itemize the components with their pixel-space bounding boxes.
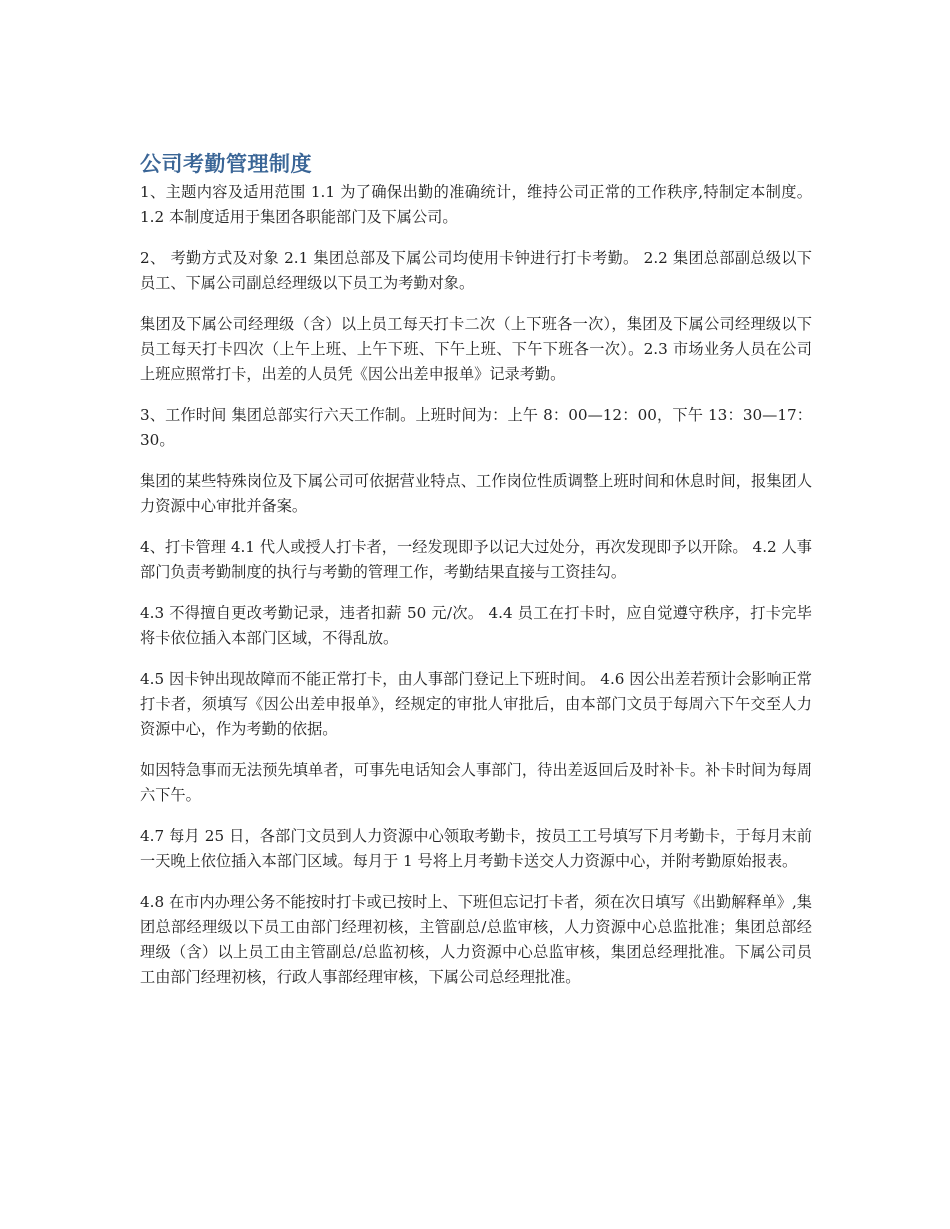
paragraph-clock-frequency: 集团及下属公司经理级（含）以上员工每天打卡二次（上下班各一次），集团及下属公司经理级以下员工每天打卡四次（上午上班、上午下班、下午上班、下午下班各一次）。2.3 市场业务人员在公司上班应照常打卡，出差的人员凭《因公出差申报单》记录考勤。 (140, 315, 812, 383)
paragraph-method: 2、 考勤方式及对象 2.1 集团总部及下属公司均使用卡钟进行打卡考勤。 2.2 集团总部副总级以下员工、下属公司副总经理级以下员工为考勤对象。 (140, 249, 812, 292)
paragraph-monthly-cards: 4.7 每月 25 日，各部门文员到人力资源中心领取考勤卡，按员工工号填写下月考勤卡，于每月末前一天晚上依位插入本部门区域。每月于 1 号将上月考勤卡送交人力资源中心，并附考勤原始报表。 (140, 827, 812, 870)
paragraph-malfunction-travel: 4.5 因卡钟出现故障而不能正常打卡，由人事部门登记上下班时间。 4.6 因公出差若预计会影响正常打卡者，须填写《因公出差申报单》，经规定的审批人审批后，由本部门文员于每周六下午交至人力资源中心，作为考勤的依据。 (140, 670, 812, 738)
paragraph-attendance-explanation: 4.8 在市内办理公务不能按时打卡或已按时上、下班但忘记打卡者，须在次日填写《出勤解释单》,集团总部经理级以下员工由部门经理初核，主管副总/总监审核，人力资源中心总监批准；集团总部经理级（含）以上员工由主管副总/总监初核，人力资源中心总监审核，集团总经理批准。下属公司员工由部门经理初核，行政人事部经理审核，下属公司总经理批准。 (140, 893, 812, 986)
paragraph-record-rules: 4.3 不得擅自更改考勤记录，违者扣薪 50 元/次。 4.4 员工在打卡时，应自觉遵守秩序，打卡完毕将卡依位插入本部门区域，不得乱放。 (140, 604, 812, 647)
document-title: 公司考勤管理制度 (140, 152, 312, 176)
paragraph-scope: 1、主题内容及适用范围 1.1 为了确保出勤的准确统计，维持公司正常的工作秩序,特制定本制度。 1.2 本制度适用于集团各职能部门及下属公司。 (140, 183, 812, 226)
paragraph-clock-management: 4、打卡管理 4.1 代人或授人打卡者，一经发现即予以记大过处分，再次发现即予以开除。 4.2 人事部门负责考勤制度的执行与考勤的管理工作，考勤结果直接与工资挂勾。 (140, 538, 812, 581)
paragraph-urgent-matters: 如因特急事而无法预先填单者，可事先电话知会人事部门，待出差返回后及时补卡。补卡时间为每周六下午。 (140, 761, 812, 804)
paragraph-special-positions: 集团的某些特殊岗位及下属公司可依据营业特点、工作岗位性质调整上班时间和休息时间，报集团人力资源中心审批并备案。 (140, 472, 812, 515)
paragraph-work-hours: 3、工作时间 集团总部实行六天工作制。上班时间为：上午 8：00—12：00，下午 13：30—17：30。 (140, 406, 812, 449)
document-page (140, 150, 812, 1006)
